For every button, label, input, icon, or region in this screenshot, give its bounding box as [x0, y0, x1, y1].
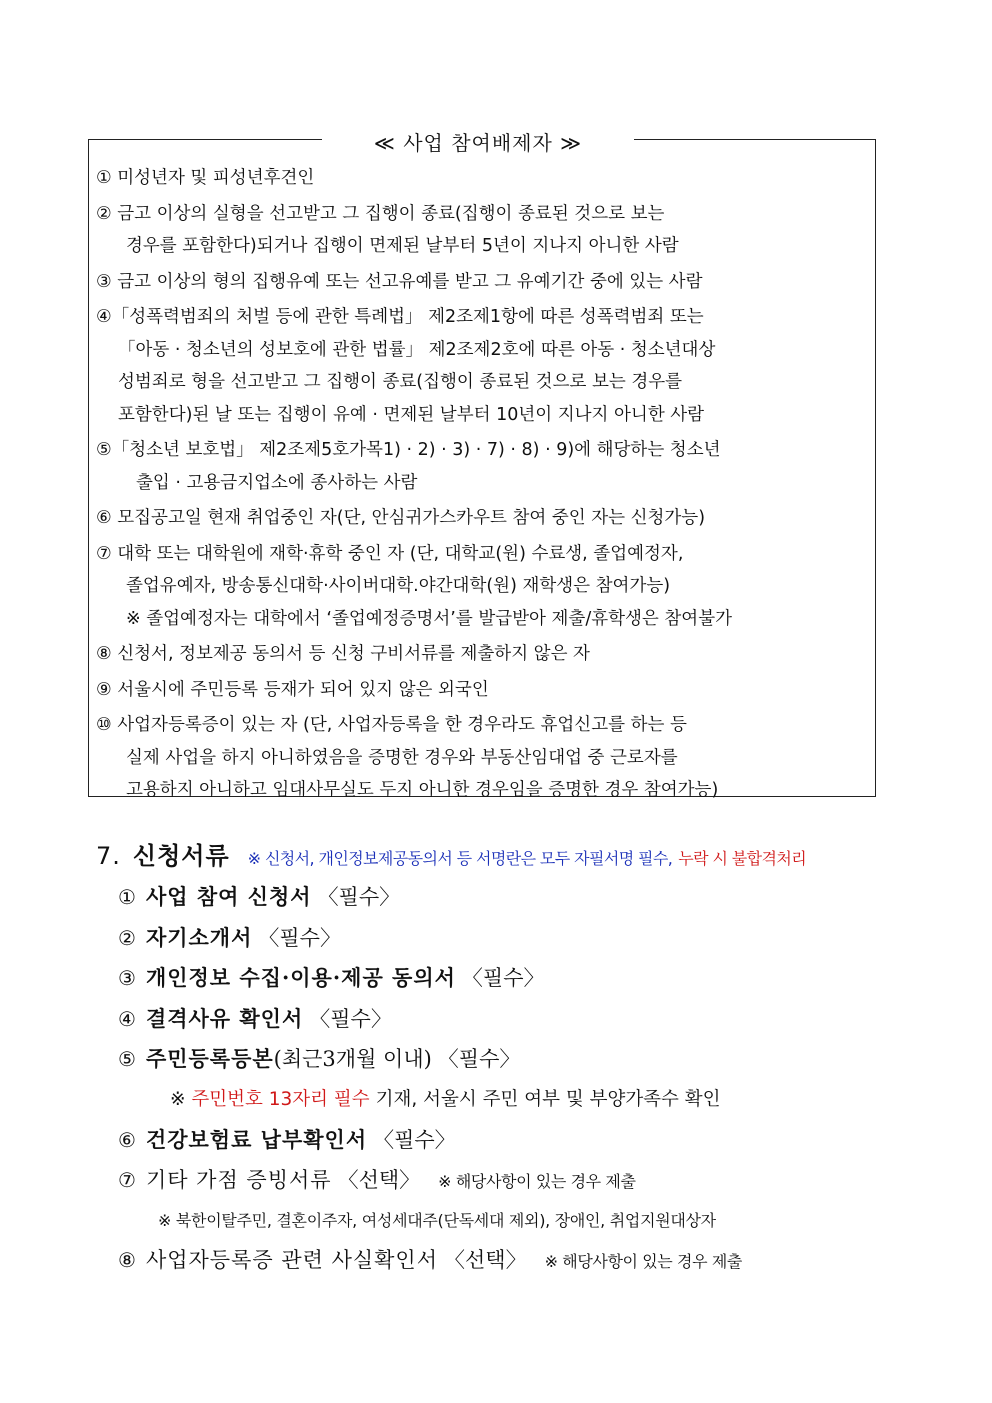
exclusion-item-4-cont-3: 포함한다)된 날 또는 집행이 유예 · 면제된 날부터 10년이 지나지 아니한 사람: [118, 404, 705, 425]
doc-item-8: [118, 1241, 918, 1282]
doc-marker: ②: [118, 925, 136, 950]
doc-aside: ※ 해당사항이 있는 경우 제출: [438, 1171, 636, 1191]
exclusion-box-title: ≪ 사업 참여배제자 ≫: [322, 128, 634, 158]
exclusion-item-7: ⑦ 대학 또는 대학원에 재학·휴학 중인 자 (단, 대학교(원) 수료생, 졸업예정자,: [96, 543, 684, 564]
section-note-red: 누락 시 불합격처리: [678, 849, 807, 868]
doc-name: 자기소개서: [145, 924, 253, 950]
exclusion-item-10-cont-1: 실제 사업을 하지 아니하였음을 증명한 경우와 부동산임대업 중 근로자를: [126, 747, 678, 768]
doc-tag: 〈필수〉: [461, 966, 545, 991]
exclusion-item-10-cont-2: 고용하지 아니하고 임대사무실도 두지 아니한 경우임을 증명한 경우 참여가능): [126, 780, 719, 800]
note-mark: ※: [170, 1088, 186, 1110]
exclusion-item-8: ⑧ 신청서, 정보제공 동의서 등 신청 구비서류를 제출하지 않은 자: [96, 644, 590, 664]
exclusion-item-10: ⑩ 사업자등록증이 있는 자 (단, 사업자등록을 한 경우라도 휴업신고를 하는 등: [96, 715, 687, 735]
doc-item-4: [118, 999, 918, 1040]
doc-item-6: [118, 1120, 918, 1161]
note-rest-text: 기재, 서울시 주민 여부 및 부양가족수 확인: [375, 1088, 721, 1110]
doc-item-5: [118, 1039, 918, 1080]
doc-tag: 〈선택〉: [444, 1248, 527, 1273]
doc-marker: ⑧: [118, 1248, 136, 1273]
exclusion-item-7-cont: 졸업유예자, 방송통신대학·사이버대학.야간대학(원) 재학생은 참여가능): [126, 576, 671, 596]
doc-name: 기타 가점 증빙서류: [145, 1167, 332, 1192]
exclusion-item-2: ② 금고 이상의 실형을 선고받고 그 집행이 종료(집행이 종료된 것으로 보는: [96, 203, 665, 224]
exclusion-item-2-cont: 경우를 포함한다)되거나 집행이 면제된 날부터 5년이 지나지 아니한 사람: [126, 236, 679, 256]
exclusion-item-5-cont: 출입 · 고용금지업소에 종사하는 사람: [136, 472, 418, 493]
doc-name: 건강보험료 납부확인서: [145, 1126, 368, 1152]
doc-marker: ①: [118, 885, 136, 909]
section-title: 신청서류: [132, 842, 230, 870]
exclusion-item-4-cont-1: 「아동 · 청소년의 성보호에 관한 법률」 제2조제2호에 따른 아동 · 청소년대상: [118, 339, 716, 360]
doc-name: 주민등록등본: [145, 1046, 274, 1072]
doc-name: 사업자등록증 관련 사실확인서: [145, 1248, 439, 1273]
doc-aside: ※ 해당사항이 있는 경우 제출: [544, 1252, 742, 1272]
doc-paren: (최근3개월 이내): [273, 1047, 432, 1072]
doc-tag: 〈필수〉: [258, 925, 341, 950]
exclusion-list: [96, 162, 868, 807]
doc-marker: ⑥: [118, 1127, 136, 1152]
exclusion-item-5: ⑤「청소년 보호법」 제2조제5호가목1) · 2) · 3) · 7) · 8) · 9)에 해당하는 청소년: [96, 440, 721, 460]
exclusion-item-4: ④「성폭력범죄의 처벌 등에 관한 특례법」 제2조제1항에 따른 성폭력범죄 또는: [96, 307, 704, 327]
exclusion-item-1: ① 미성년자 및 피성년후견인: [96, 168, 315, 188]
doc-name: 개인정보 수집·이용·제공 동의서: [145, 965, 456, 991]
doc-marker: ⑤: [118, 1047, 136, 1072]
note-red-text: 주민번호 13자리 필수: [191, 1088, 370, 1110]
doc-name: 결격사유 확인서: [145, 1005, 304, 1031]
exclusion-item-6: ⑥ 모집공고일 현재 취업중인 자(단, 안심귀가스카우트 참여 중인 자는 신청가능): [96, 508, 706, 528]
doc-name: 사업 참여 신청서: [145, 884, 312, 909]
doc-item-1: [118, 877, 918, 918]
doc-item-5-note: [118, 1080, 918, 1120]
doc-tag: 〈필수〉: [309, 1006, 392, 1031]
doc-marker: ⑦: [118, 1167, 136, 1192]
doc-tag: 〈선택〉: [337, 1167, 421, 1192]
doc-item-2: [118, 918, 918, 959]
doc-marker: ④: [118, 1006, 136, 1031]
exclusion-item-3: ③ 금고 이상의 형의 집행유예 또는 선고유예를 받고 그 유예기간 중에 있는 사람: [96, 271, 703, 292]
doc-item-7-note: ※ 북한이탈주민, 결혼이주자, 여성세대주(단독세대 제외), 장애인, 취업지원대상자: [158, 1211, 716, 1231]
doc-item-3: [118, 958, 918, 999]
section-number: 7.: [96, 842, 121, 870]
doc-item-7: [118, 1161, 918, 1202]
section-note-blue: ※ 신청서, 개인정보제공동의서 등 서명란은 모두 자필서명 필수,: [247, 849, 673, 868]
doc-tag: 〈필수〉: [317, 885, 401, 909]
exclusion-item-7-note: ※ 졸업예정자는 대학에서 ‘졸업예정증명서’를 발급받아 제출/휴학생은 참여불가: [126, 608, 733, 629]
exclusion-item-4-cont-2: 성범죄로 형을 선고받고 그 집행이 종료(집행이 종료된 것으로 보는 경우를: [118, 372, 683, 392]
section-7-heading: [96, 836, 806, 871]
required-documents-list: [118, 877, 918, 1282]
doc-tag: 〈필수〉: [373, 1127, 456, 1152]
doc-tag: 〈필수〉: [437, 1047, 521, 1072]
doc-marker: ③: [118, 966, 136, 991]
exclusion-item-9: ⑨ 서울시에 주민등록 등재가 되어 있지 않은 외국인: [96, 679, 489, 700]
